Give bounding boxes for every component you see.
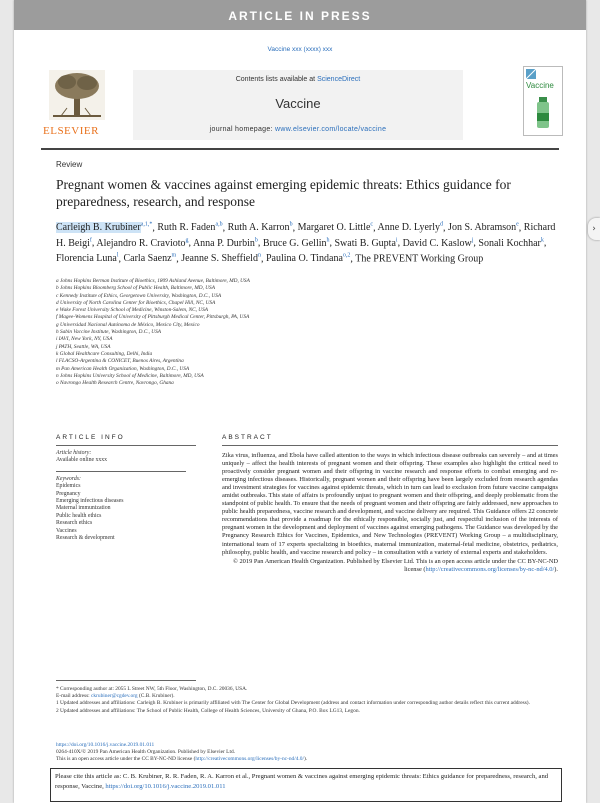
journal-homepage-line — [133, 126, 463, 133]
contents-prefix: Contents lists available at — [235, 76, 318, 83]
author-entry[interactable] — [478, 238, 544, 249]
keyword-list — [56, 483, 186, 542]
homepage-prefix: journal homepage: — [209, 126, 276, 133]
author-name: Ruth A. Karron — [227, 222, 290, 234]
article-in-press-banner: ARTICLE IN PRESS — [14, 0, 586, 30]
abstract-body — [222, 452, 558, 574]
elsevier-tree-icon — [49, 70, 105, 120]
affiliation-item: k Global Healthcare Consulting, Delhi, India — [56, 350, 153, 357]
info-divider — [56, 471, 186, 472]
journal-header — [41, 66, 559, 142]
keyword-item: Vaccines — [56, 527, 77, 534]
history-label: Article history: — [56, 450, 92, 456]
author-entry[interactable] — [56, 222, 152, 233]
affiliation-item: m Pan American Health Organization, Washington, D.C., USA — [56, 365, 190, 372]
license-link[interactable]: http://creativecommons.org/licenses/by-nc-nd/4.0/ — [425, 565, 555, 573]
affiliation-item: h Sabin Vaccine Institute, Washington, D.C., USA — [56, 329, 161, 336]
keyword-item: Research & development — [56, 535, 115, 542]
journal-masthead — [133, 70, 463, 140]
author-affiliation-marker[interactable]: k — [540, 237, 544, 244]
author-entry[interactable] — [403, 238, 474, 249]
author-name: Carla Saenz — [123, 252, 172, 264]
author-affiliation-marker[interactable]: a,1,* — [140, 222, 153, 228]
author-affiliation-marker[interactable]: b — [254, 237, 258, 244]
keyword-item: Epidemics — [56, 483, 81, 490]
author-entry[interactable] — [335, 238, 398, 249]
footnotes — [56, 686, 556, 715]
homepage-link[interactable]: www.elsevier.com/locate/vaccine — [275, 126, 387, 133]
author-name: Alejandro R. Cravioto — [96, 237, 186, 249]
affiliation-item: f Magee-Womens Hospital of University of Pittsburgh Medical Center, Pittsburgh, PA, USA — [56, 314, 250, 321]
author-name: Paulina O. Tindana — [265, 252, 343, 264]
author-entry[interactable] — [378, 222, 444, 233]
citation-box — [50, 768, 562, 802]
affiliation-item: i IAVI, New York, NY, USA — [56, 336, 113, 343]
article-title: Pregnant women & vaccines against emerging epidemic threats: Ethics guidance for preparedness, research, and response — [56, 177, 511, 209]
author-entry[interactable] — [355, 253, 483, 264]
author-affiliation-marker[interactable]: o,2 — [342, 252, 351, 259]
footnote-1: 1 Updated addresses and affiliations: Carleigh B. Krubiner is primarily affiliated with The Center for Global Development (address and contact information under corresponding author details reflect this current address). — [56, 700, 530, 707]
author-affiliation-marker[interactable]: j — [471, 237, 474, 244]
affiliation-item: o Navrongo Health Research Centre, Navrongo, Ghana — [56, 380, 174, 387]
doi-link[interactable]: https://doi.org/10.1016/j.vaccine.2019.01.011 — [56, 742, 155, 748]
abstract-rule — [222, 445, 558, 446]
keyword-item: Public health ethics — [56, 512, 102, 519]
header-divider — [41, 148, 559, 150]
author-affiliation-marker[interactable]: d — [440, 222, 444, 228]
corresponding-author-note: * Corresponding author at: 2055 L Street NW, 5th Floor, Washington, D.C. 20036, USA. — [56, 686, 248, 692]
author-entry[interactable] — [266, 253, 350, 264]
footnote-rule — [56, 680, 196, 681]
copyright-end: ). — [554, 565, 558, 573]
oa-license-link[interactable]: http://creativecommons.org/licenses/by-nc-nd/4.0/ — [195, 756, 304, 763]
oa-suffix: ). — [303, 756, 308, 763]
journal-title: Vaccine — [275, 96, 321, 111]
email-suffix: (C.B. Krubiner). — [137, 693, 175, 700]
author-entry[interactable] — [96, 238, 188, 249]
affiliation-item: l FLACSO-Argentina & CONICET, Buenos Aires, Argentina — [56, 358, 184, 365]
author-entry[interactable] — [448, 222, 519, 233]
elsevier-wordmark: ELSEVIER — [43, 125, 99, 137]
author-name: Sonali Kochhar — [478, 237, 541, 249]
journal-reference[interactable]: Vaccine xxx (xxxx) xxx — [267, 46, 333, 53]
author-name: David C. Kaslow — [402, 237, 472, 249]
author-name: Jeanne S. Sheffield — [181, 252, 258, 264]
author-affiliation-marker[interactable]: f — [89, 237, 92, 244]
journal-cover-thumbnail[interactable] — [523, 66, 563, 136]
article-info-heading: ARTICLE INFO — [56, 434, 125, 441]
affiliation-item: e Wake Forest University School of Medicine, Winston-Salem, NC, USA — [56, 307, 209, 314]
keyword-item: Research ethics — [56, 520, 93, 527]
author-name: Carleigh B. Krubiner — [56, 222, 141, 234]
author-affiliation-marker[interactable]: e — [516, 222, 519, 228]
sciencedirect-link[interactable]: ScienceDirect — [317, 76, 361, 83]
affiliation-item: d University of North Carolina Center for Bioethics, Chapel Hill, NC, USA — [56, 299, 216, 306]
email-label: E-mail address: — [56, 693, 92, 700]
oa-prefix: This is an open access article under the CC BY-NC-ND license ( — [56, 756, 196, 763]
author-name: Ruth R. Faden — [157, 222, 216, 234]
author-entry[interactable] — [56, 253, 118, 264]
affiliation-item: a Johns Hopkins Berman Institute of Bioethics, 1809 Ashland Avenue, Baltimore, MD, USA — [56, 278, 250, 284]
open-access-line — [56, 756, 556, 763]
abstract-text: Zika virus, influenza, and Ebola have called attention to the ways in which infectious disease outbreaks can severely – and at times uniquely – affect the health interests of pregnant women and their offspring. These examples also highlight the critical need to proactively consider pregnant women and their offspring in vaccine research and response efforts to combat emerging and re-emerging infectious diseases. Historically, pregnant women and their offspring have been largely excluded from research agendas and investment strategies for vaccines against epidemic threats, which in turn can lead to exclusion from future vaccine campaigns amidst outbreaks. This state of affairs is profoundly unjust to pregnant women and their offspring, and deeply problematic from the standpoint of public health. To ensure that the needs of pregnant women and their offspring are fairly addressed, new approaches to public health preparedness, vaccine research and development, and vaccine delivery are required. This Guidance offers 22 concrete recommendations that provide a roadmap for the ethically responsible, socially just, and respectful inclusion of the interests of pregnant women in the development and deployment of vaccines against emerging pathogens. The Guidance was developed by the Pregnancy Research Ethics for Vaccines, Epidemics, and New Technologies (PREVENT) Working Group – a multidisciplinary, international team of 17 experts specializing in bioethics, maternal immunization, maternal-fetal medicine, obstetrics, pediatrics, philosophy, public health, and vaccine research and policy – in consultation with a variety of external experts and stakeholders. — [222, 452, 558, 556]
keyword-item: Emerging infectious diseases — [56, 498, 124, 505]
doi-block — [56, 742, 556, 764]
author-affiliation-marker[interactable]: a,b — [215, 222, 223, 228]
affiliation-item: j PATH, Seattle, WA, USA — [56, 343, 111, 350]
issn-line: 0264-410X/© 2019 Pan American Health Organization. Published by Elsevier Ltd. — [56, 749, 236, 756]
affiliation-list — [56, 278, 556, 387]
email-link[interactable]: ckrubiner@cgdev.org — [91, 693, 138, 700]
cover-journal-word: Vaccine — [526, 81, 554, 90]
vaccine-vial-icon — [532, 95, 554, 131]
copyright-line — [222, 558, 558, 574]
elsevier-logo[interactable] — [41, 70, 113, 140]
author-entry[interactable] — [193, 238, 258, 249]
author-name: Swati B. Gupta — [334, 237, 396, 249]
author-entry[interactable] — [123, 253, 176, 264]
author-affiliation-marker[interactable]: h — [326, 237, 330, 244]
author-entry[interactable] — [181, 253, 261, 264]
author-name: Jon S. Abramson — [448, 222, 517, 234]
footnote-2: 2 Updated addresses and affiliations: The School of Public Health, College of Health Sciences, University of Ghana, P.O. Box LG13, Legon. — [56, 707, 360, 714]
author-list: Carleigh B. Krubiner$^{a,1,*}$, Ruth R. Faden$^{a,b}$, Ruth A. Karron$^b$, Margaret O. Little$^c$, Anne D. Lyerly$^d$, Jon S. Abramson$^e$, Richard H. Beigi$^f$, Alejandro R. Cravioto$^g$, Anna P. Durbin$^b$, Bruce G. Gellin$^h$, Swati B. Gupta$^i$, David C. Kaslow$^j$, Sonali Kochhar$^k$, Florencia Luna$^l$, Carla Saenz$^m$, Jeanne S. Sheffield$^n$, Paulina O. Tindana$^{o,2}$, The PREVENT Working Group — [56, 222, 556, 264]
author-affiliation-marker[interactable]: g — [185, 237, 189, 244]
author-entry[interactable] — [157, 222, 222, 233]
article-info-rule — [56, 445, 196, 446]
affiliation-item: n Johns Hopkins University School of Medicine, Baltimore, MD, USA — [56, 372, 204, 379]
affiliation-item: c Kennedy Institute of Ethics, Georgetown University, Washington, D.C., USA — [56, 292, 222, 299]
author-name: Richard H. Beigi — [56, 222, 556, 249]
author-affiliation-marker[interactable]: c — [370, 222, 374, 228]
author-affiliation-marker[interactable]: m — [171, 252, 177, 259]
author-name: Bruce G. Gellin — [262, 237, 327, 249]
article-info-panel — [56, 450, 186, 542]
author-affiliation-marker[interactable]: n — [257, 252, 261, 259]
history-value: Available online xxxx — [56, 457, 108, 464]
author-name: Anne D. Lyerly — [377, 222, 441, 234]
author-affiliation-marker[interactable]: l — [116, 252, 119, 259]
keyword-item: Pregnancy — [56, 490, 81, 497]
keyword-item: Maternal immunization — [56, 505, 111, 512]
author-affiliation-marker[interactable]: i — [395, 237, 398, 244]
affiliation-item: b Johns Hopkins Bloomberg School of Public Health, Baltimore, MD, USA — [56, 285, 215, 292]
article-type: Review — [56, 160, 83, 169]
side-panel-toggle[interactable]: › — [588, 218, 600, 240]
affiliation-item: g Universidad Nacional Autónoma de México, Mexico City, Mexico — [56, 321, 200, 328]
pdf-page — [14, 0, 586, 803]
abstract-heading: ABSTRACT — [222, 434, 273, 441]
author-name: Florencia Luna — [56, 252, 117, 264]
author-name: Anna P. Durbin — [192, 237, 255, 249]
cover-corner-icon — [526, 69, 536, 79]
author-affiliation-marker[interactable]: b — [289, 222, 293, 228]
contents-line — [133, 76, 463, 83]
copyright-text: © 2019 Pan American Health Organization. Published by Elsevier Ltd. This is an open access article under the CC BY-NC-ND license ( — [233, 557, 558, 573]
keywords-label: Keywords: — [56, 475, 81, 482]
author-name: The PREVENT Working Group — [355, 252, 484, 264]
author-name: Margaret O. Little — [297, 222, 371, 234]
citation-text: Please cite this article as: C. B. Krubiner, R. R. Faden, R. A. Karron et al., Pregnant women & vaccines against emerging epidemic threats: Ethics guidance for preparedness, research, and response, Vaccine, — [55, 773, 549, 790]
citation-doi-link[interactable]: https://doi.org/10.1016/j.vaccine.2019.01.011 — [105, 782, 226, 790]
author-entry[interactable] — [298, 222, 374, 233]
author-entry[interactable] — [263, 238, 330, 249]
author-entry[interactable] — [228, 222, 293, 233]
